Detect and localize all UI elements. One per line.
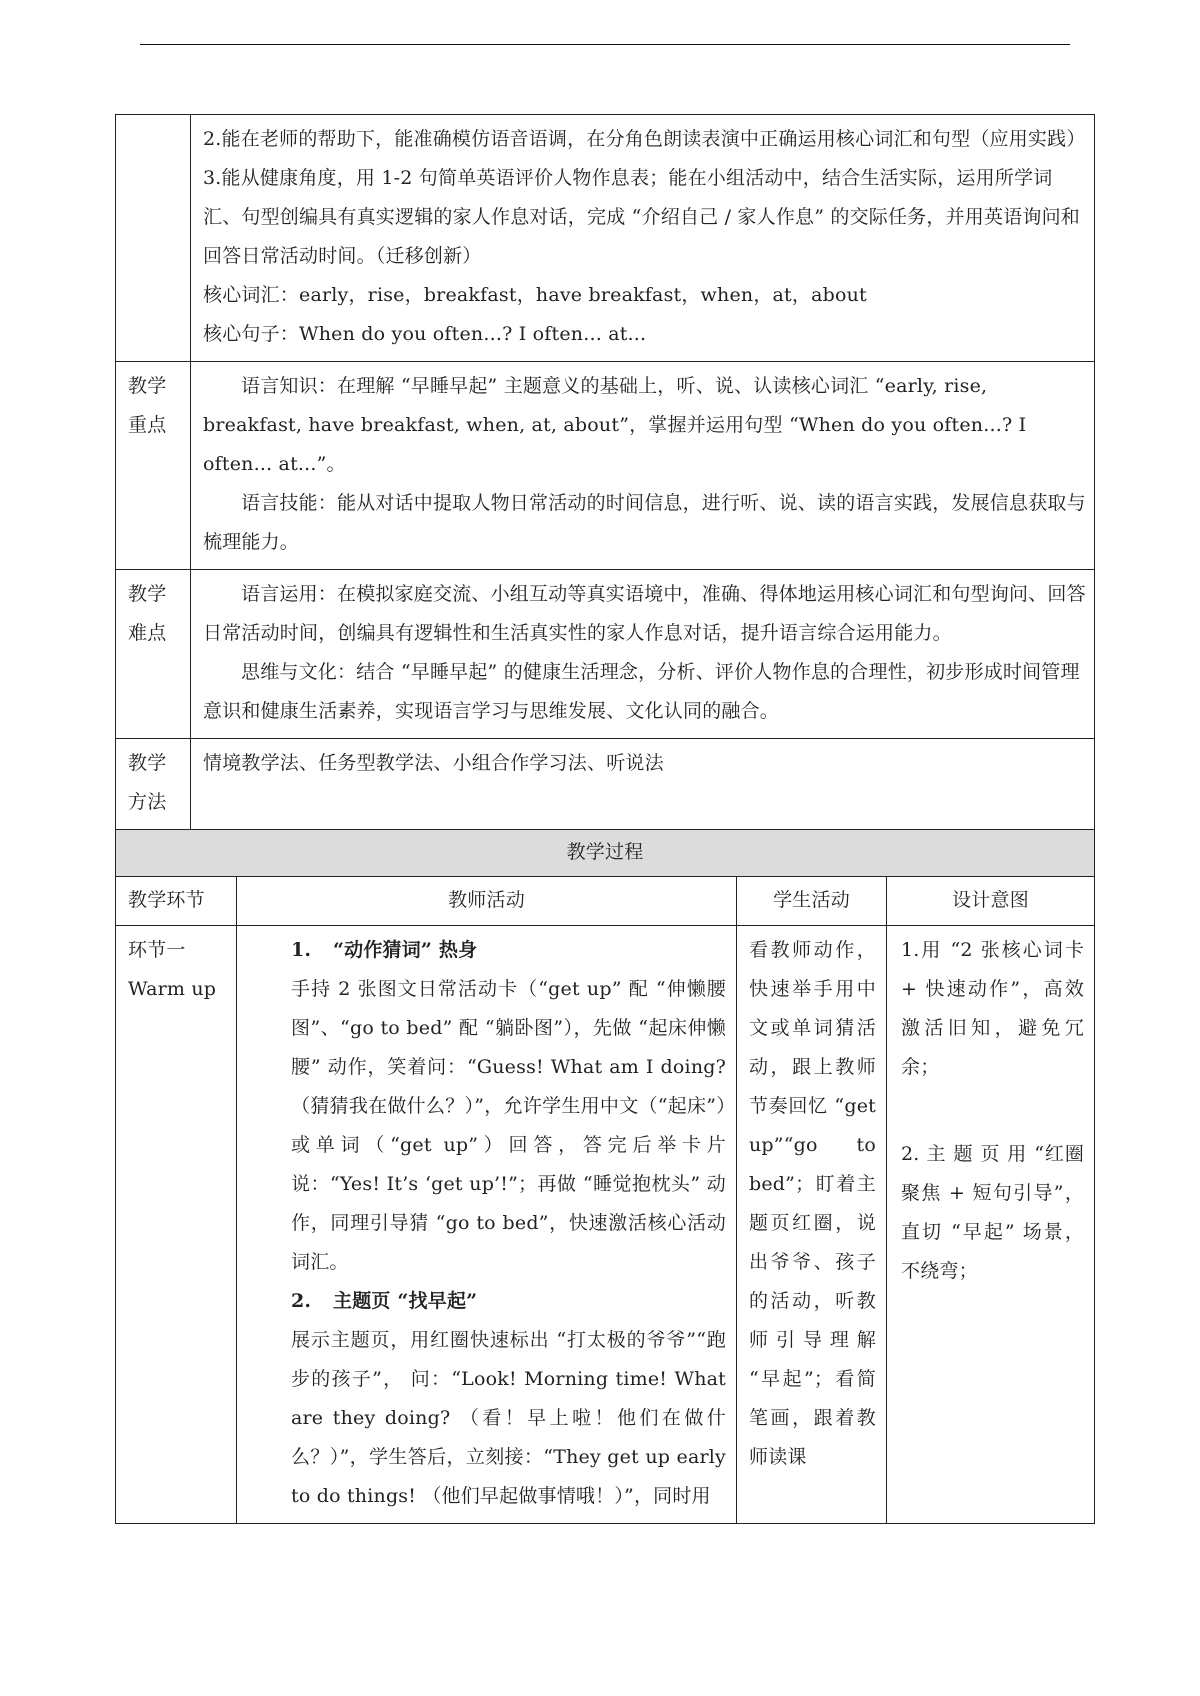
key-points-skills: 语言技能：能从对话中提取人物日常活动的时间信息，进行听、说、读的语言实践，发展信息获取与梳理能力。: [203, 492, 1086, 553]
warmup-row: [116, 926, 1095, 1524]
objective-2: 2.能在老师的帮助下，能准确模仿语音语调，在分角色朗读表演中正确运用核心词汇和句型（应用实践）: [203, 128, 1086, 150]
methods-row: [116, 739, 1095, 830]
teacher-activity-cell: [237, 926, 737, 1524]
stage-name: 环节一: [128, 939, 186, 961]
student-activity-cell: 看教师动作，快速举手用中文或单词猜活动，跟上教师节奏回忆 “get up”“go to bed”；盯着主题页红圈，说出爷爷、孩子的活动，听教师引导理解 “早起”；看简笔画，跟着教师读课: [737, 926, 887, 1524]
header-design: 设计意图: [887, 877, 1095, 926]
step1-title: “动作猜词” 热身: [333, 939, 478, 961]
step2-text: 展示主题页，用红圈快速标出 “打太极的爷爷”“跑步的孩子”， 问：“Look! Morning time! What are they doing? （看！早上啦！他们在做什么？）”，学生答后，立刻接：“They get up early to do things! （他们早起做事情哦！）”，同时用: [291, 1329, 726, 1507]
process-band-title: 教学过程: [116, 830, 1095, 877]
process-band-row: [116, 830, 1095, 877]
difficulties-cell: [191, 570, 1095, 739]
core-vocabulary: 核心词汇：early，rise，breakfast，have breakfast，when，at，about: [203, 284, 867, 306]
header-stage: 教学环节: [116, 877, 237, 926]
header-teacher: 教师活动: [237, 877, 737, 926]
step1-number: 1.: [291, 939, 312, 961]
header-rule: [140, 44, 1070, 45]
objectives-label-cell: [116, 115, 191, 362]
stage-name-en: Warm up: [128, 978, 217, 1000]
objectives-row: [116, 115, 1095, 362]
key-points-row: [116, 362, 1095, 570]
design-intent-cell: [887, 926, 1095, 1524]
methods-label: 教学方法: [116, 739, 191, 830]
step2-title: 主题页 “找早起”: [333, 1290, 478, 1312]
difficulties-row: [116, 570, 1095, 739]
objective-3: 3.能从健康角度，用 1-2 句简单英语评价人物作息表；能在小组活动中，结合生活实际，运用所学词汇、句型创编具有真实逻辑的家人作息对话，完成 “介绍自己 / 家人作息” 的交际任务，并用英语询问和回答日常活动时间。（迁移创新）: [203, 167, 1080, 267]
design-intent-1: 1.用 “2 张核心词卡 + 快速动作”，高效激活旧知，避免冗余；: [901, 939, 1085, 1078]
key-points-knowledge: 语言知识：在理解 “早睡早起” 主题意义的基础上，听、说、认读核心词汇 “early, rise, breakfast, have breakfast, when, at, about”，掌握并运用句型 “When do you often...? I often... at...”。: [203, 375, 1027, 475]
step2-number: 2.: [291, 1290, 312, 1312]
difficulties-usage: 语言运用：在模拟家庭交流、小组互动等真实语境中，准确、得体地运用核心词汇和句型询问、回答日常活动时间，创编具有逻辑性和生活真实性的家人作息对话，提升语言综合运用能力。: [203, 583, 1086, 644]
step1-text: 手持 2 张图文日常活动卡（“get up” 配 “伸懒腰图”、“go to bed” 配 “躺卧图”），先做 “起床伸懒腰” 动作，笑着问：“Guess! What am I doing? （猜猜我在做什么？）”，允许学生用中文（“起床”）或单词（“get up”）回答，答完后举卡片说：“Yes! It’s ‘get up’!”；再做 “睡觉抱枕头” 动作，同理引导猜 “go to bed”，快速激活核心活动词汇。: [291, 978, 726, 1273]
difficulties-thinking: 思维与文化：结合 “早睡早起” 的健康生活理念，分析、评价人物作息的合理性，初步形成时间管理意识和健康生活素养，实现语言学习与思维发展、文化认同的融合。: [203, 661, 1080, 722]
difficulties-label: 教学难点: [116, 570, 191, 739]
step1-heading: [291, 931, 726, 970]
lesson-plan-table: [115, 114, 1095, 1524]
objectives-cell: [191, 115, 1095, 362]
header-student: 学生活动: [737, 877, 887, 926]
design-intent-2: 2. 主 题 页 用 “红圈聚焦 + 短句引导”， 直切 “早起” 场景，不绕弯；: [901, 1142, 1085, 1282]
design-spacer: [901, 1087, 1084, 1135]
methods-cell: 情境教学法、任务型教学法、小组合作学习法、听说法: [191, 739, 1095, 830]
core-sentences: 核心句子：When do you often...? I often... at...: [203, 323, 647, 345]
key-points-label: 教学重点: [116, 362, 191, 570]
process-header-row: [116, 877, 1095, 926]
stage-cell: [116, 926, 237, 1524]
step2-heading: [291, 1282, 726, 1321]
key-points-cell: [191, 362, 1095, 570]
